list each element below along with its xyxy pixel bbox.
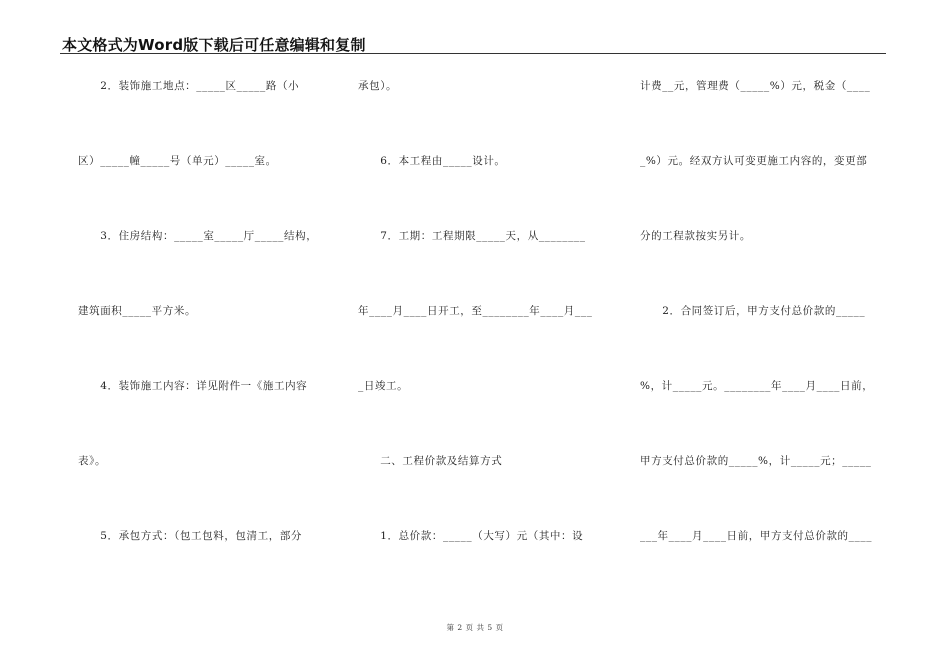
text-line: 区）_____幢_____号（单元）_____室。	[78, 155, 277, 167]
text-line: 6．本工程由_____设计。	[358, 155, 506, 167]
text-line: 建筑面积_____平方米。	[78, 305, 197, 317]
text-line: 甲方支付总价款的_____%，计_____元；_____	[640, 455, 872, 467]
page-number: 第 2 页 共 5 页	[446, 623, 504, 632]
text-line: ___年____月____日前，甲方支付总价款的____	[640, 530, 873, 542]
document-header-title: 本文格式为Word版下载后可任意编辑和复制	[62, 36, 366, 54]
text-line: _%）元。经双方认可变更施工内容的，变更部	[640, 155, 868, 167]
text-line: %，计_____元。________年____月____日前，	[640, 380, 874, 392]
header-divider	[60, 53, 886, 54]
text-line: _日竣工。	[358, 380, 409, 392]
text-line: 7．工期：工程期限_____天，从________	[358, 230, 586, 242]
text-line: 表》。	[78, 455, 107, 467]
text-line: 分的工程款按实另计。	[640, 230, 751, 242]
text-line: 年____月____日开工，至________年____月___	[358, 305, 593, 317]
text-line: 5．承包方式：（包工包料，包清工，部分	[78, 530, 303, 542]
text-line: 3．住房结构：_____室_____厅_____结构，	[78, 230, 318, 242]
text-line: 二、工程价款及结算方式	[358, 455, 503, 467]
text-line: 计费__元，管理费（_____%）元，税金（____	[640, 80, 871, 92]
text-line: 2．装饰施工地点：_____区_____路（小	[78, 80, 300, 92]
text-line: 2．合同签订后，甲方支付总价款的_____	[640, 305, 866, 317]
text-line: 承包）。	[358, 80, 398, 92]
text-line: 1．总价款：_____（大写）元（其中：设	[358, 530, 584, 542]
text-line: 4．装饰施工内容：详见附件一《施工内容	[78, 380, 308, 392]
